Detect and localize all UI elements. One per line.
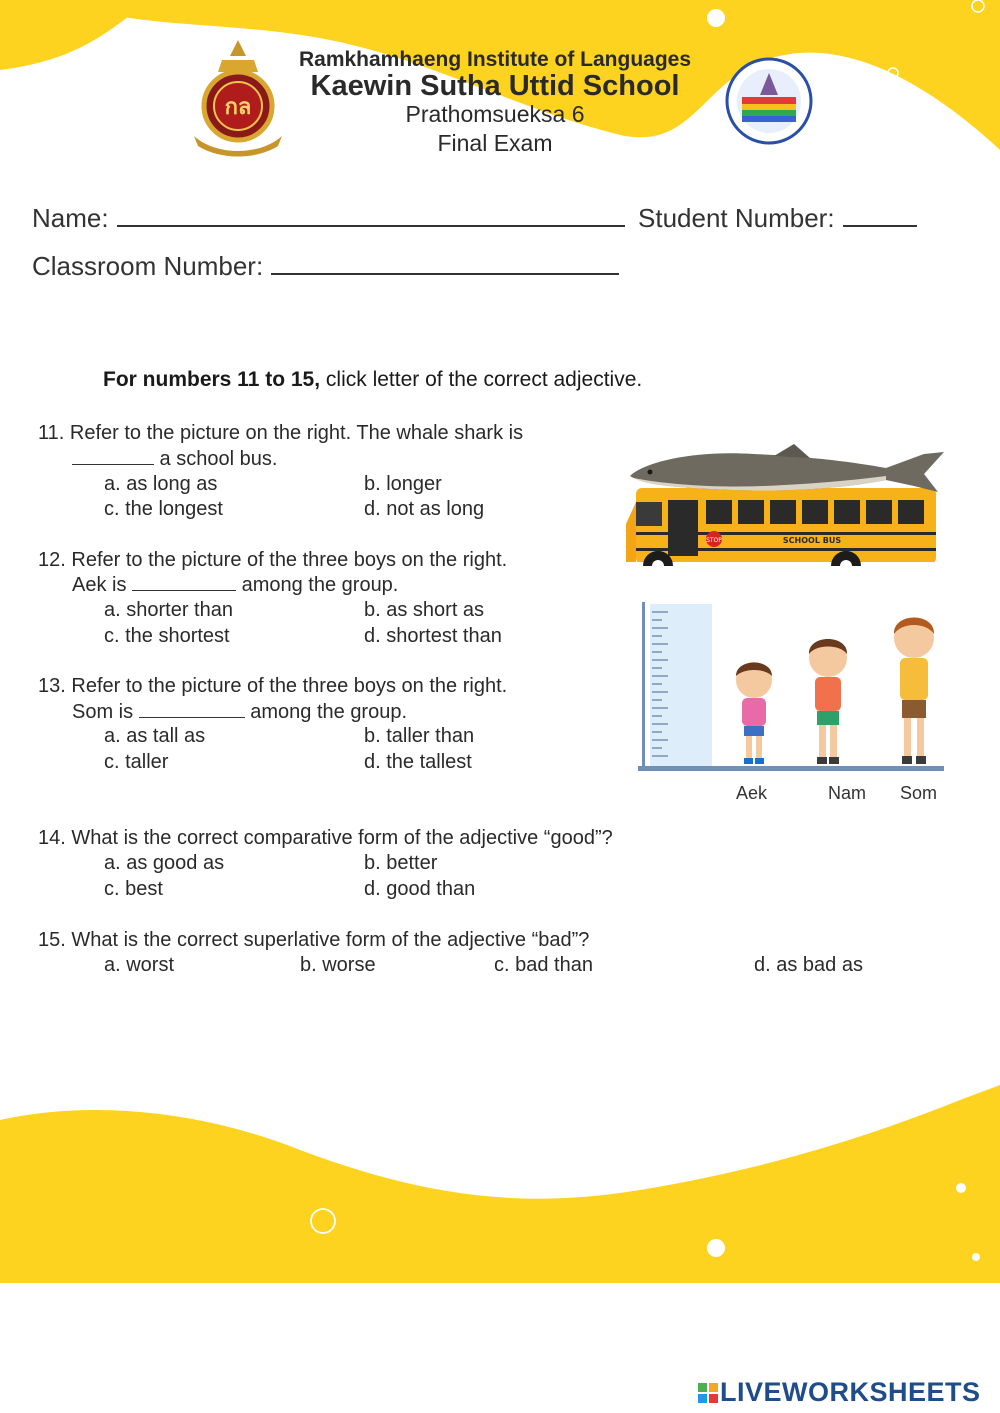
question-13 <box>38 675 507 698</box>
question-11-line2 <box>72 448 277 471</box>
fish-and-bus-picture <box>624 442 950 582</box>
instruction-text <box>103 368 642 392</box>
option-13a[interactable]: a. as tall as <box>104 725 206 747</box>
instruction-bold: For numbers 11 to 15, <box>103 368 321 391</box>
option-13c[interactable]: c. taller <box>104 751 169 773</box>
option-14a[interactable]: a. as good as <box>104 852 225 874</box>
student-number-field <box>638 203 917 234</box>
student-number-label: Student Number: <box>638 203 835 233</box>
option-15a[interactable]: a. worst <box>104 954 175 976</box>
classroom-blank[interactable] <box>271 251 619 275</box>
option-15b[interactable]: b. worse <box>300 954 376 976</box>
question-12-line2 <box>72 574 398 597</box>
question-number: 12. <box>38 549 66 571</box>
school-name: Kaewin Sutha Uttid School <box>310 70 680 102</box>
height-chart-picture <box>638 600 948 780</box>
question-text: Refer to the picture of the three boys on the right. <box>71 675 508 697</box>
student-number-blank[interactable] <box>843 203 917 227</box>
question-15 <box>38 929 589 952</box>
name-blank[interactable] <box>117 203 625 227</box>
institute-name: Ramkhamhaeng Institute of Languages <box>298 48 692 71</box>
option-11c[interactable]: c. the longest <box>104 498 223 520</box>
boy-aek <box>736 662 772 764</box>
liveworksheets-icon <box>698 1383 718 1403</box>
fish <box>630 444 944 492</box>
label-som: Som <box>900 783 938 803</box>
question-number: 11. <box>38 422 65 444</box>
stop-sign-text: STOP <box>706 537 722 544</box>
boy-som <box>894 618 934 765</box>
option-15c[interactable]: c. bad than <box>494 954 593 976</box>
brand-text: LIVEWORKSHEETS <box>720 1377 981 1407</box>
answer-blank <box>72 448 154 465</box>
option-12c[interactable]: c. the shortest <box>104 625 230 647</box>
question-14 <box>38 827 613 850</box>
question-number: 13. <box>38 675 66 697</box>
option-14c[interactable]: c. best <box>104 878 163 900</box>
label-nam: Nam <box>828 783 867 803</box>
question-text: Aek is <box>72 574 133 596</box>
classroom-label: Classroom Number: <box>32 251 264 281</box>
option-11d[interactable]: d. not as long <box>364 498 485 520</box>
label-aek: Aek <box>736 783 768 803</box>
option-12b[interactable]: b. as short as <box>364 599 485 621</box>
question-number: 14. <box>38 827 66 849</box>
question-13-line2 <box>72 701 407 724</box>
option-13d[interactable]: d. the tallest <box>364 751 472 773</box>
option-12a[interactable]: a. shorter than <box>104 599 233 621</box>
question-11 <box>38 422 523 445</box>
option-11b[interactable]: b. longer <box>364 473 442 495</box>
option-14d[interactable]: d. good than <box>364 878 476 900</box>
question-text: What is the correct superlative form of the adjective “bad”? <box>71 929 590 951</box>
question-12 <box>38 549 507 572</box>
bus-label: SCHOOL BUS <box>782 536 842 545</box>
boy-nam <box>809 639 847 764</box>
name-label: Name: <box>32 203 109 233</box>
liveworksheets-logo[interactable] <box>698 1377 981 1408</box>
question-text: What is the correct comparative form of the adjective “good”? <box>71 827 613 849</box>
option-14b[interactable]: b. better <box>364 852 438 874</box>
name-field <box>32 203 625 234</box>
option-15d[interactable]: d. as bad as <box>754 954 863 976</box>
classroom-field <box>32 251 619 282</box>
answer-blank <box>139 701 245 718</box>
option-13b[interactable]: b. taller than <box>364 725 475 747</box>
answer-blank <box>132 574 236 591</box>
svg-text:กล: กล <box>224 95 252 120</box>
question-text: Som is <box>72 701 139 723</box>
option-11a[interactable]: a. as long as <box>104 473 218 495</box>
exam-title: Final Exam <box>437 130 553 156</box>
height-ruler <box>650 604 712 770</box>
question-text: Refer to the picture on the right. The whale shark is <box>69 422 524 444</box>
question-text: a school bus. <box>154 448 278 470</box>
question-text: among the group. <box>236 574 399 596</box>
question-text: Refer to the picture of the three boys on the right. <box>71 549 508 571</box>
instruction-rest: click letter of the correct adjective. <box>320 368 643 391</box>
question-number: 15. <box>38 929 66 951</box>
option-12d[interactable]: d. shortest than <box>364 625 502 647</box>
question-text: among the group. <box>244 701 408 723</box>
grade-level: Prathomsueksa 6 <box>405 101 585 127</box>
